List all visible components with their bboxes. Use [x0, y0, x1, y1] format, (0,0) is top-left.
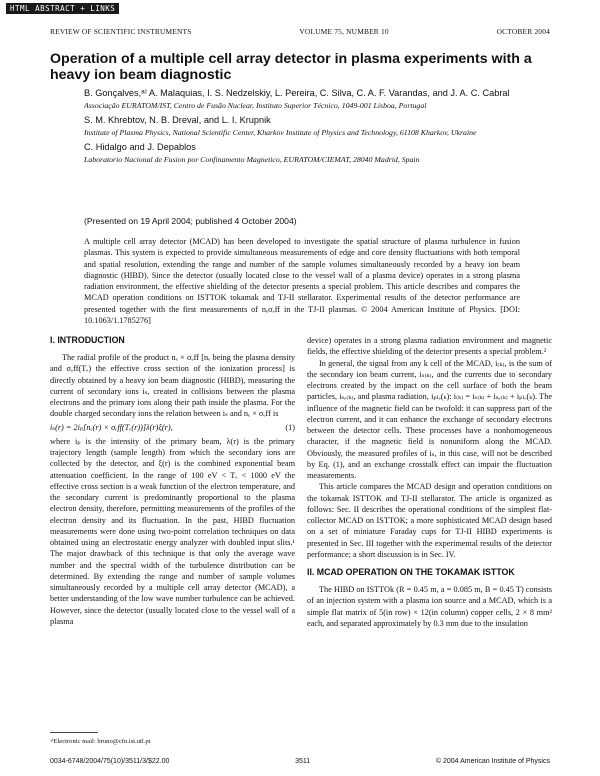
article-title: Operation of a multiple cell array detector in plasma experiments with a heavy ion beam diagnostic	[50, 51, 532, 83]
section-heading-introduction: I. INTRODUCTION	[50, 335, 125, 345]
affiliation-2: Institute of Plasma Physics, National Scientific Center, Kharkov Institute of Physics and Technology, 61108 Kharkov, Ukraine	[84, 127, 477, 137]
author-block	[84, 88, 564, 169]
author-group-1: B. Gonçalves,ᵃ⁾ A. Malaquias, I. S. Nedzelskiy, L. Pereira, C. Silva, C. A. F. Varandas, and J. A. C. Cabral	[84, 88, 510, 98]
issue-date: OCTOBER 2004	[496, 27, 550, 36]
page-footer	[50, 758, 550, 765]
copyright: © 2004 American Institute of Physics	[435, 758, 550, 765]
publication-dates: (Presented on 19 April 2004; published 4 October 2004)	[84, 216, 297, 226]
running-header	[50, 27, 550, 36]
volume-number: VOLUME 75, NUMBER 10	[299, 27, 389, 36]
author-group-3: C. Hidalgo and J. Depablos	[84, 142, 196, 152]
intro-paragraph-5: This article compares the MCAD design and operation conditions on the tokamak ISTTOK and TJ-II stellarator. The article is organized as follows: Sec. II describes the operational conditions of the simplest flat-collector MCAD on ISTTOK; a more sophisticated MCAD design based on a set of miniature Faraday cups for TJ-II HIBD experiments is presented in Sec. III together with the experimental results of the detector performance; a short discussion is in Sec. IV.	[307, 482, 552, 559]
journal-name: REVIEW OF SCIENTIFIC INSTRUMENTS	[50, 27, 192, 36]
equation-number: (1)	[285, 422, 295, 432]
right-column	[307, 335, 552, 629]
intro-paragraph-4: In general, the signal from any k cell of the MCAD, i₍ₖ₎, is the sum of the secondary ion beam current, iₛ₍ₖ₎, and the currents due to secondary electrons created by the impact on the cell surface of both the beam particles, iₛₑ₍ₖ₎, and plasma radiation, iₚₗₑ(ₖ): i₍ₖ₎ = iₛ₍ₖ₎ + iₛₑ₍ₖ₎ + iₚₗₑ(ₖ). The influence of the magnetic field can be twofold: it can suppress part of the electron current, and it can enhance the exchange of secondary electrons between the detector cells. These processes have a nonhomogeneous character, if the magnetic field is nonuniform along the MCAD. Obviously, the measured profiles of iₛ, in this case, will not be described by Eq. (1), and an exchange crosstalk effect can impair the fluctuation measurements.	[307, 358, 552, 480]
intro-paragraph-1: The radial profile of the product nₑ × σₑff [nₑ being the plasma density and σₑff(Tₑ) the effective cross section of the ionization process] is directly obtained by a heavy ion beam diagnostic (HIBD), measuring the current of secondary ions iₛ, created in collisions between the plasma electrons and the primary ions along their path inside the plasma. For the double charged secondary ions the relation between iₛ and nₑ × σₑff is	[50, 353, 295, 419]
affiliation-1: Associação EURATOM/IST, Centro de Fusão Nuclear, Instituto Superior Técnico, 1049-001 Lisboa, Portugal	[84, 100, 427, 110]
section2-paragraph-1: The HIBD on ISTTOk (R = 0.45 m, a = 0.085 m, B = 0.45 T) consists of an injection system with a plasma ion source and a MCAD, which is a simple flat matrix of 5(in row) × 12(in column) copper cells, 2 × 8 mm² each, and separated approximately by 0.3 mm due to the insulation	[307, 585, 552, 628]
intro-paragraph-3: device) operates in a strong plasma radiation environment and magnetic fields, the effective shielding of the detector presents a special problem.²	[307, 336, 552, 357]
footnote-rule	[50, 732, 98, 733]
page-number: 3511	[295, 758, 311, 765]
affiliation-3: Laboratorio Nacional de Fusion por Confinamento Magnetico, EURATOM/CIEMAT, 28040 Madrid, Spain	[84, 154, 420, 164]
section-heading-mcad-isttok: II. MCAD OPERATION ON THE TOKAMAK ISTTOK	[307, 567, 515, 577]
intro-paragraph-2: where iₚ is the intensity of the primary beam, λ(r) is the primary trajectory length (sample length) from which the secondary ions are collected by the detector, and ξ(r) is the combined exponential beam attenuation coefficient. In the range of 100 eV < Tₑ < 1000 eV the effective cross section is a weak function of the electron temperature, and the secondary current is predominantly proportional to the plasma electron density, therefore, permitting measurements of the profiles of the electron density and its fluctuation. In the past, HIBD fluctuation measurements were done using two-point correlation techniques on data obtained using an electrostatic energy analyzer with doubled input slits.¹ The major drawback of this technique is that only the average wave number and the spectral width of the turbulence distribution can be determined. By extending the range and number of sample volumes simultaneously recorded by a multiple cell array detector (MCAD), a better understanding of the low wave number turbulence can be achieved. However, since the detector (usually located close to the vessel wall of a plasma	[50, 436, 295, 626]
left-column	[50, 335, 295, 627]
footnote: ᵃ⁾Electronic mail: bruno@cfn.ist.utl.pt	[50, 738, 151, 745]
abstract: A multiple cell array detector (MCAD) has been developed to investigate the spatial structure of plasma turbulence in fusion plasmas. This system is expected to provide simultaneous measurements of edge and core density fluctuations with both temporal and spatial resolution, extending the range and number of the sample volumes simultaneously recorded by a heavy ion beam diagnostic (HIBD). Since the detector (usually located close to the vessel wall of a plasma device) operates in a strong plasma radiation environment, the effective shielding of the detector presents a special problem. This article describes and compares the MCAD operation conditions on ISTTOK tokamak and TJ-II stellarator. Experimental results of the detector performance are presented together with the first measurements of nₑσₑff in the TJ-II plasmas. © 2004 American Institute of Physics. [DOI: 10.1063/1.1785276]	[84, 237, 520, 326]
equation-1	[50, 422, 295, 433]
author-group-2: S. M. Khrebtov, N. B. Dreval, and L. I. Krupnik	[84, 115, 271, 125]
article-code: 0034-6748/2004/75(10)/3511/3/$22.00	[50, 758, 170, 765]
equation-body: iₛ(r) = 2iₚ[nₑ(r) × σₑff(Tₑ(r))]λ(r)ξ(r),	[50, 422, 173, 432]
html-abstract-links[interactable]: HTML ABSTRACT + LINKS	[6, 3, 119, 14]
